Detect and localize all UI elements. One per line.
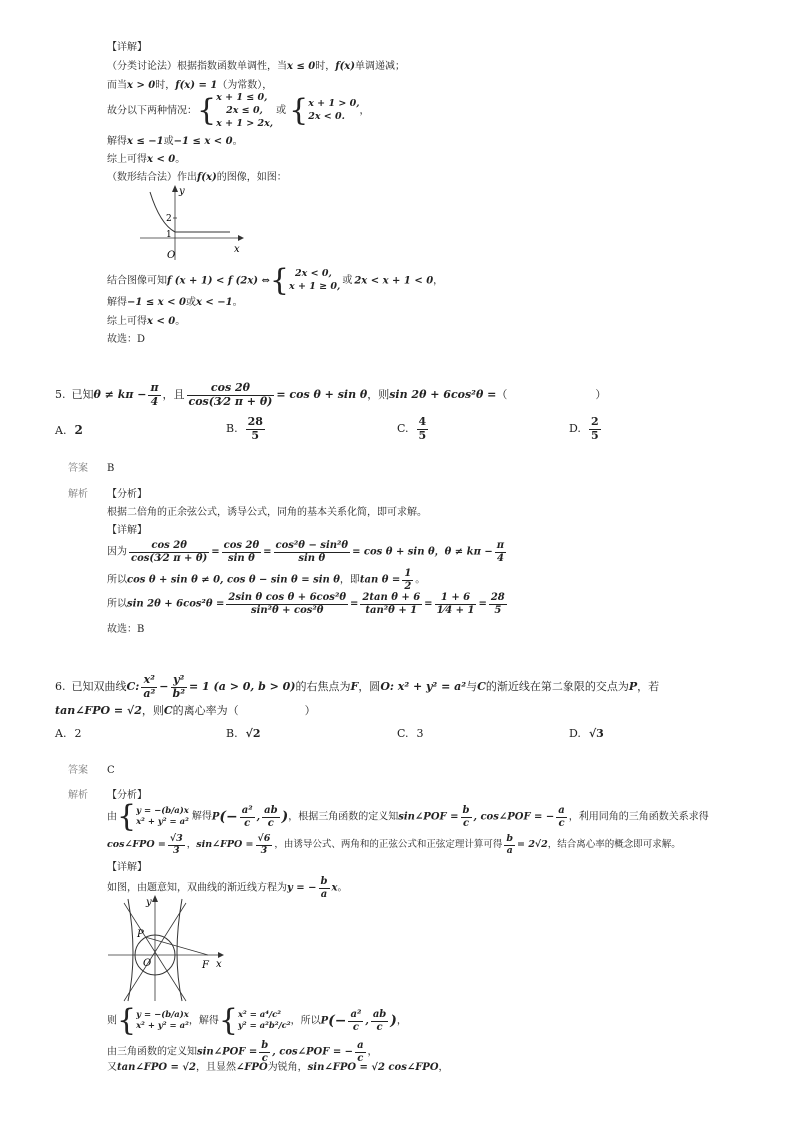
y2-axis-label: y	[146, 897, 152, 908]
origin-label: O	[167, 250, 176, 261]
q6-analysis-line2: cos∠FPO = $\frac{√3}{3}$ ，sin∠FPO = $\frac{√6}{3}$ ，由诱导公式、两角和的正弦公式和正弦定理计算可得 $\frac{b}{a}$ = 2√2，结合离心率的概念即可求解。	[107, 833, 681, 856]
sec4-line2: 而当x > 0时，f(x) = 1（为常数），	[107, 80, 273, 91]
sec4-line9: 综上可得x < 0。	[107, 316, 186, 327]
q5-step3: 所以sin 2θ + 6cos²θ = $\frac{\text{2sin θ cos θ + 6cos²θ}}{\text{sin²θ + cos²θ}}$ = $\frac{\text{2tan θ + 6}}{\text{tan²θ + 1}}$ = $\frac{1 + 6}{1⁄4 + 1}$ = $\frac{28}{5}$	[107, 592, 505, 616]
system-3: 2x < 0, x + 1 ≥ 0,	[288, 268, 341, 292]
q6-detail-line1: 如图，由题意知，双曲线的渐近线方程为y = − $\frac{b}{a}$ x。	[107, 876, 348, 900]
sec4-conclusion: 故选：D	[107, 334, 146, 345]
q6-detail-line2: 则{ y = −(b/a)x x² + y² = a² ，解得{ x² = a⁴/c² y² = a²b²/c² ，所以P(− $\frac{\text{a²}}{c}$ , $\frac{ab}{c}$ )，	[107, 1003, 407, 1038]
sec4-line4: 解得x ≤ −1或−1 ≤ x < 0。	[107, 136, 243, 147]
q5-option-a[interactable]: A. 2	[55, 423, 83, 437]
q5-analysis-text: 根据二倍角的正余弦公式，诱导公式，同角的基本关系化简，即可求解。	[107, 507, 427, 518]
system-1: x + 1 ≤ 0, 2x ≤ 0, x + 1 > 2x,	[216, 92, 274, 129]
x2-axis-label: x	[216, 959, 222, 970]
q6-stem-line2: tan∠FPO = √2，则C的离心率为（ ）	[55, 704, 316, 717]
exp-curve	[150, 192, 175, 232]
q6-option-c[interactable]: C. 3	[397, 727, 424, 740]
q5-answer-label: 答案	[68, 463, 88, 474]
hyperbola-right-branch	[177, 899, 182, 1001]
y-axis-label: y	[179, 186, 185, 197]
q5-option-c[interactable]: C. $\frac{4}{5}$	[397, 415, 427, 442]
q5-conclusion: 故选：B	[107, 624, 145, 635]
sec4-line3: 故分以下两种情况：{ x + 1 ≤ 0, 2x ≤ 0, x + 1 > 2x, 或 { x + 1 > 0, 2x < 0. ，	[107, 92, 370, 129]
hyperbola-left-branch	[128, 899, 133, 1001]
hyperbola-graph	[104, 893, 228, 1003]
q6-option-b[interactable]: B. √2	[226, 727, 261, 740]
sec4-line8: 解得−1 ≤ x < 0或x < −1。	[107, 297, 243, 308]
q5-analysis-label: 解析	[68, 489, 88, 500]
q5-analysis-heading: 【分析】	[107, 489, 147, 500]
tick-2: 2	[166, 214, 172, 224]
sec4-line6: （数形结合法）作出f(x)的图像，如图：	[107, 172, 287, 183]
q5-detail-heading: 【详解】	[107, 525, 147, 536]
origin2-label: O	[143, 958, 152, 969]
sec4-line7: 结合图像可知f (x + 1) < f (2x) ⇔{ 2x < 0, x + 1 ≥ 0, 或 2x < x + 1 < 0，	[107, 263, 444, 298]
sec4-line5: 综上可得x < 0。	[107, 154, 186, 165]
q6-detail-line4: 又tan∠FPO = √2，且显然∠FPO为锐角，sin∠FPO = √2 cos∠FPO，	[107, 1062, 449, 1073]
q6-answer: C	[107, 765, 115, 776]
detail-heading: 【详解】	[107, 42, 147, 53]
q5-answer: B	[107, 463, 115, 474]
q5-option-d[interactable]: D. $\frac{2}{5}$	[569, 415, 599, 442]
q5-step1: 因为 $\frac{\cos 2\theta}{\cos(3⁄2 \pi + \theta)}$ = $\frac{\cos 2\theta}{\text{sin θ}}$ = $\frac{\text{cos²θ − sin²θ}}{\text{sin θ}}$ = cos θ + sin θ，θ ≠ kπ − $\frac{\pi}{4}$	[107, 540, 505, 564]
q6-detail-line3: 由三角函数的定义知sin∠POF = $\frac{b}{c}$ , cos∠POF = − $\frac{a}{c}$ ，	[107, 1040, 378, 1064]
q6-detail-heading: 【详解】	[107, 862, 147, 873]
q6-answer-label: 答案	[68, 765, 88, 776]
q5-option-b[interactable]: B. $\frac{28}{5}$	[226, 415, 263, 442]
x-axis-label: x	[234, 244, 240, 255]
function-graph	[138, 184, 246, 262]
q6-analysis-heading: 【分析】	[107, 790, 147, 801]
q6-stem-line1: 6. 已知双曲线C: $\frac{\text{x²}}{\text{a²}}$ − $\frac{\text{y²}}{\text{b²}}$ = 1 (a > 0, b > 0)的右焦点为F，圆O: x² + y² = a²与C的渐近线在第二象限的交点为P，若	[55, 673, 660, 700]
q6-analysis-label: 解析	[68, 790, 88, 801]
q6-analysis-line1: 由{ y = −(b/a)x x² + y² = a² 解得P(− $\frac{\text{a²}}{c}$ , $\frac{ab}{c}$ )，根据三角函数的定义知sin∠POF = $\frac{b}{c}$ , cos∠POF = − $\frac{a}{c}$ ，利用同角的三角函数关系求得	[107, 799, 709, 834]
point-p-label: P	[137, 929, 144, 940]
sec4-line1: （分类讨论法）根据指数函数单调性，当x ≤ 0时，f(x)单调递减；	[107, 61, 405, 72]
q5-stem: 5. 已知θ ≠ kπ − $\frac{\pi}{4}$ ，且 $\frac{\cos 2\theta}{\cos(3⁄2 \pi + \theta)}$ = cos θ + sin θ，则sin 2θ + 6cos²θ =（ ）	[55, 381, 607, 408]
q6-option-d[interactable]: D. √3	[569, 727, 604, 740]
point-f-label: F	[202, 960, 209, 971]
q6-option-a[interactable]: A. 2	[55, 727, 82, 740]
system-2: x + 1 > 0, 2x < 0.	[308, 98, 360, 123]
q5-step2: 所以cos θ + sin θ ≠ 0, cos θ − sin θ = sin θ，即tan θ = $\frac{1}{2}$ 。	[107, 568, 426, 592]
tick-1: 1	[166, 230, 172, 240]
